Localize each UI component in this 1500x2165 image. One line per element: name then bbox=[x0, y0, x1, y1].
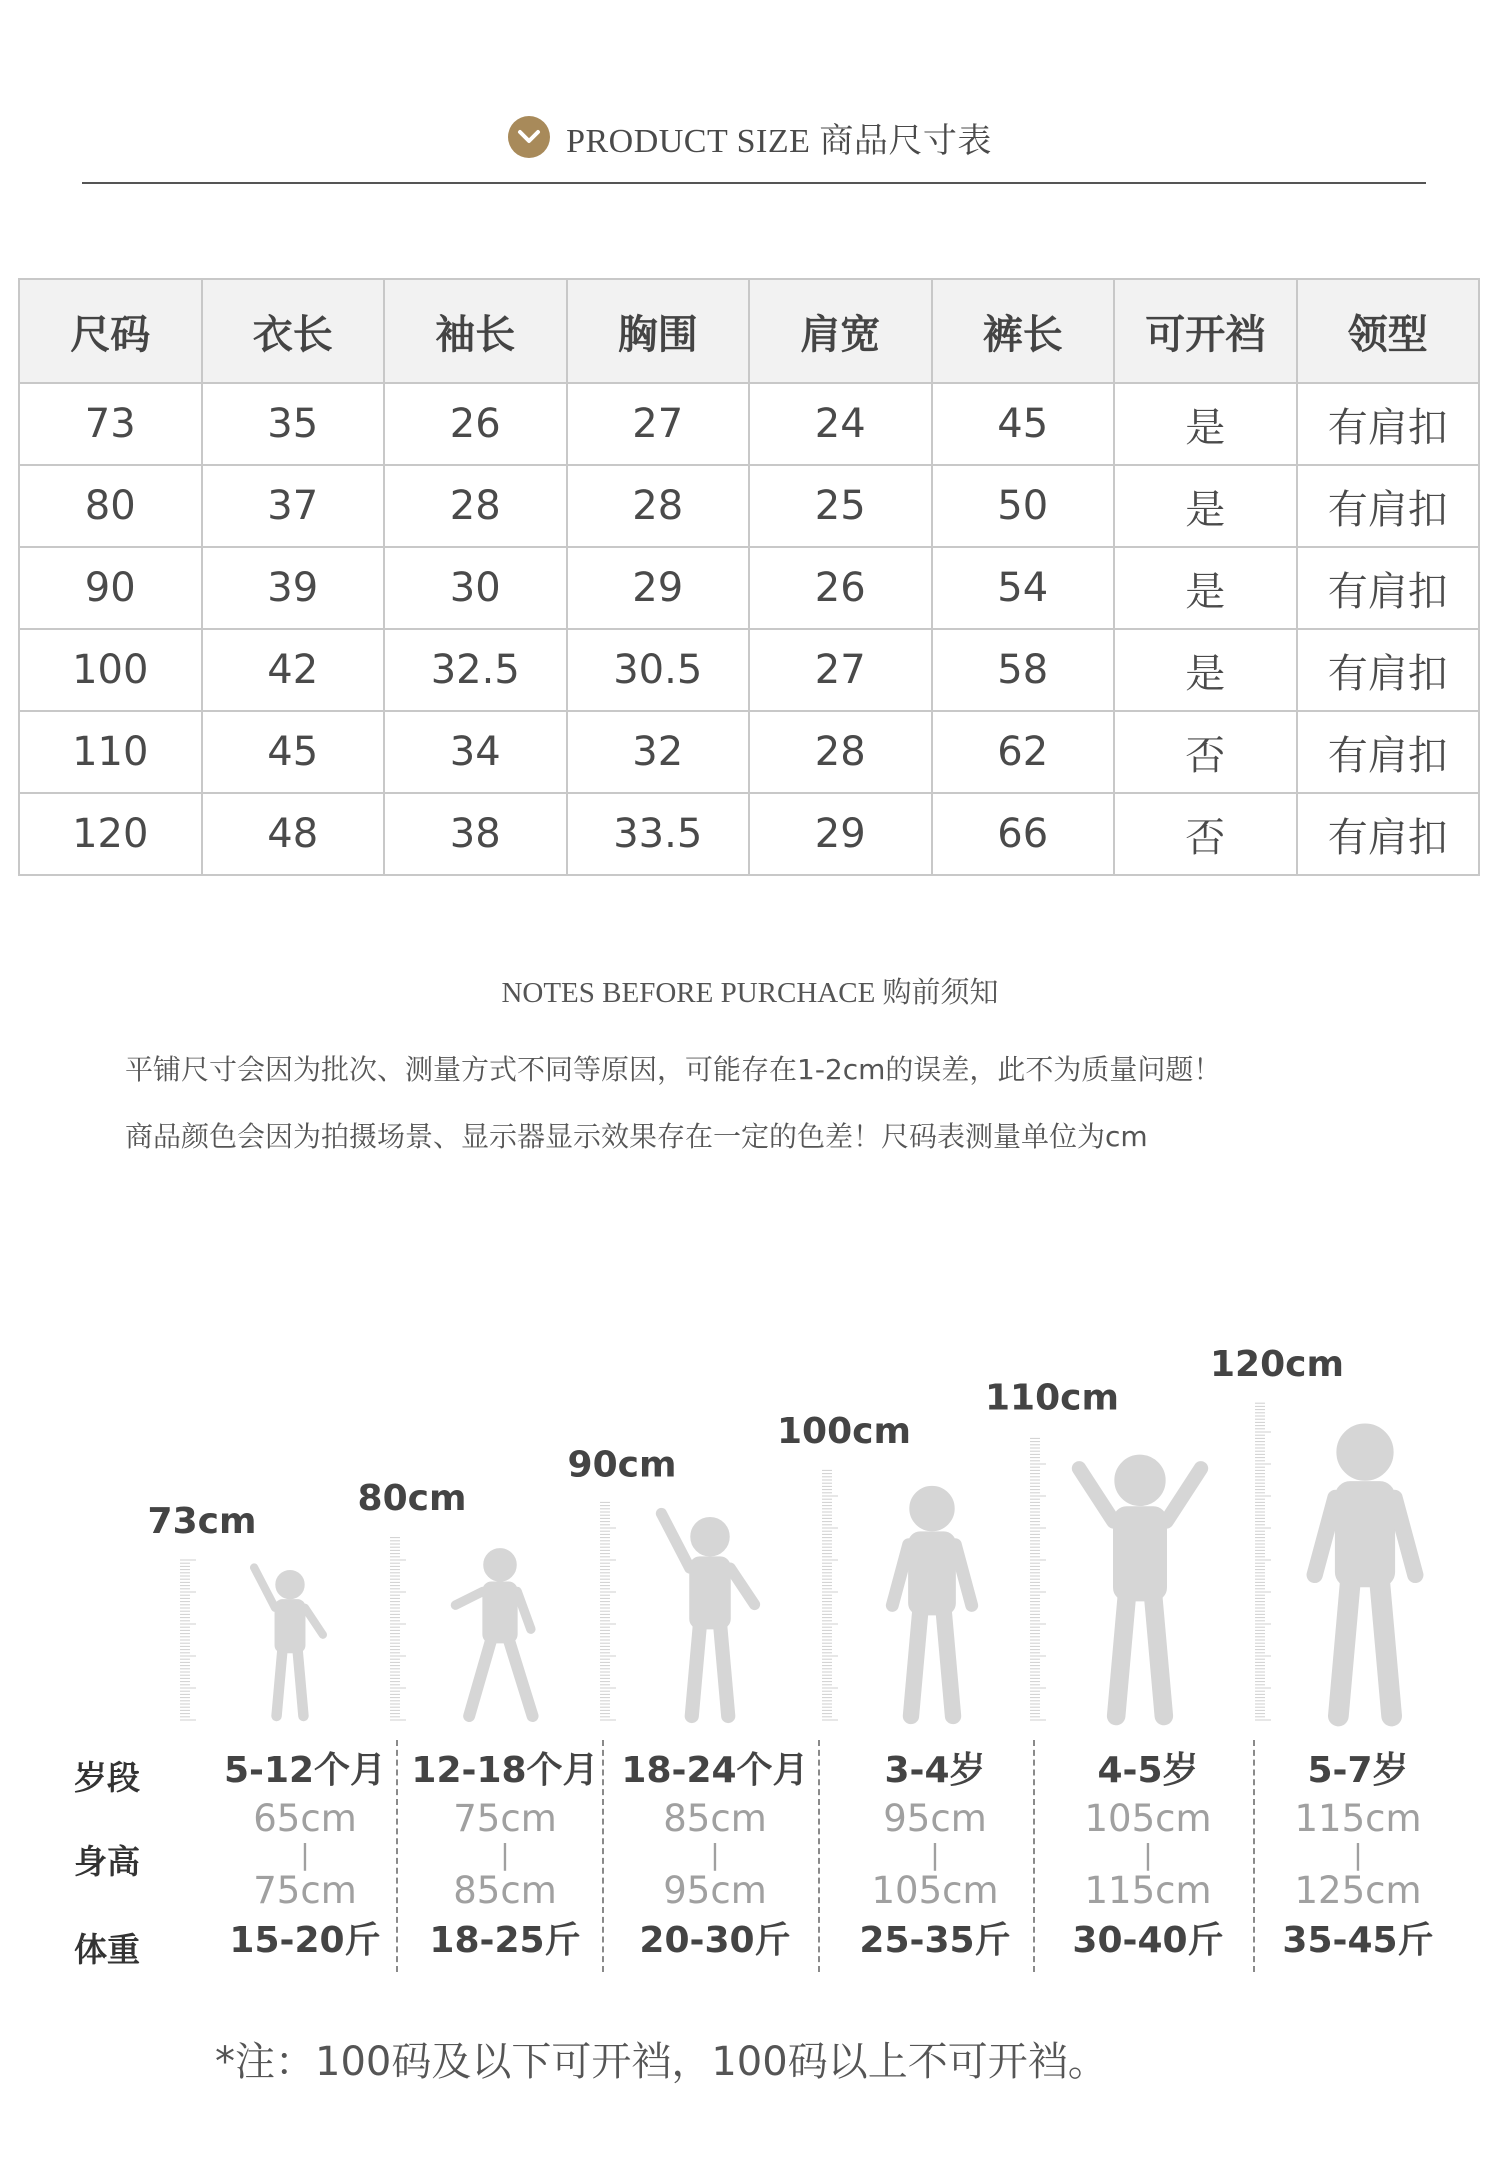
table-row bbox=[19, 547, 1479, 629]
height-separator: | bbox=[300, 1838, 310, 1871]
notes-title: NOTES BEFORE PURCHACE 购前须知 bbox=[501, 977, 999, 1009]
header-divider bbox=[82, 182, 1426, 184]
table-header-cell: 裤长 bbox=[932, 279, 1115, 383]
table-cell: 37 bbox=[202, 465, 385, 547]
table-cell: 120 bbox=[19, 793, 202, 875]
age-column bbox=[400, 1745, 610, 1967]
table-cell: 28 bbox=[567, 465, 750, 547]
age-range: 4-5岁 bbox=[1097, 1750, 1199, 1791]
table-cell: 有肩扣 bbox=[1297, 465, 1480, 547]
table-cell: 27 bbox=[749, 629, 932, 711]
height-max: 115cm bbox=[1084, 1869, 1212, 1912]
table-header-cell: 可开裆 bbox=[1114, 279, 1297, 383]
table-header-cell: 领型 bbox=[1297, 279, 1480, 383]
table-cell: 32.5 bbox=[384, 629, 567, 711]
chevron-down-icon bbox=[508, 116, 550, 158]
table-row bbox=[19, 465, 1479, 547]
size-table bbox=[18, 278, 1480, 876]
weight-row-label: 体重 bbox=[74, 1930, 140, 1969]
table-cell: 否 bbox=[1114, 793, 1297, 875]
height-min: 105cm bbox=[1084, 1797, 1212, 1840]
page-title: PRODUCT SIZE 商品尺寸表 bbox=[566, 122, 992, 160]
table-cell: 24 bbox=[749, 383, 932, 465]
table-cell: 是 bbox=[1114, 383, 1297, 465]
table-cell: 26 bbox=[749, 547, 932, 629]
height-ruler bbox=[180, 1560, 196, 1720]
column-divider bbox=[602, 1740, 604, 1972]
height-min: 115cm bbox=[1294, 1797, 1422, 1840]
table-cell: 45 bbox=[202, 711, 385, 793]
height-ruler bbox=[822, 1470, 838, 1720]
height-separator: | bbox=[710, 1838, 720, 1871]
height-row-label: 身高 bbox=[74, 1842, 140, 1881]
weight-range: 30-40斤 bbox=[1072, 1920, 1224, 1961]
height-min: 95cm bbox=[883, 1797, 987, 1840]
table-cell: 38 bbox=[384, 793, 567, 875]
table-header-cell: 衣长 bbox=[202, 279, 385, 383]
table-cell: 26 bbox=[384, 383, 567, 465]
table-cell: 有肩扣 bbox=[1297, 793, 1480, 875]
height-ruler bbox=[1030, 1438, 1046, 1720]
table-header-cell: 肩宽 bbox=[749, 279, 932, 383]
table-cell: 54 bbox=[932, 547, 1115, 629]
height-separator: | bbox=[1353, 1838, 1363, 1871]
section-header bbox=[0, 112, 1500, 162]
child-silhouette-icon bbox=[892, 1486, 971, 1716]
age-range: 12-18个月 bbox=[411, 1750, 599, 1791]
height-max: 125cm bbox=[1294, 1869, 1422, 1912]
height-separator: | bbox=[500, 1838, 510, 1871]
age-column bbox=[830, 1745, 1040, 1967]
age-row-label: 岁段 bbox=[74, 1758, 140, 1797]
age-range: 5-12个月 bbox=[223, 1750, 387, 1791]
table-cell: 42 bbox=[202, 629, 385, 711]
child-silhouette-icon bbox=[1079, 1455, 1201, 1716]
height-ruler bbox=[390, 1538, 406, 1720]
table-cell: 90 bbox=[19, 547, 202, 629]
weight-range: 18-25斤 bbox=[429, 1920, 581, 1961]
note-line: 平铺尺寸会因为批次、测量方式不同等原因，可能存在1-2cm的误差，此不为质量问题！ bbox=[125, 1053, 1222, 1086]
height-separator: | bbox=[930, 1838, 940, 1871]
table-cell: 58 bbox=[932, 629, 1115, 711]
height-label: 80cm bbox=[357, 1477, 467, 1519]
table-header-row bbox=[19, 279, 1479, 383]
age-column bbox=[610, 1745, 820, 1967]
note-line: 商品颜色会因为拍摄场景、显示器显示效果存在一定的色差！尺码表测量单位为cm bbox=[125, 1120, 1148, 1153]
table-cell: 50 bbox=[932, 465, 1115, 547]
table-cell: 有肩扣 bbox=[1297, 383, 1480, 465]
table-cell: 是 bbox=[1114, 629, 1297, 711]
height-max: 75cm bbox=[253, 1869, 357, 1912]
table-cell: 48 bbox=[202, 793, 385, 875]
table-cell: 有肩扣 bbox=[1297, 547, 1480, 629]
height-max: 95cm bbox=[663, 1869, 767, 1912]
table-cell: 45 bbox=[932, 383, 1115, 465]
height-ruler bbox=[600, 1502, 616, 1720]
height-min: 65cm bbox=[253, 1797, 357, 1840]
column-divider bbox=[818, 1740, 820, 1972]
table-row bbox=[19, 629, 1479, 711]
table-cell: 27 bbox=[567, 383, 750, 465]
height-label: 100cm bbox=[777, 1410, 911, 1452]
table-cell: 是 bbox=[1114, 465, 1297, 547]
table-cell: 100 bbox=[19, 629, 202, 711]
table-cell: 66 bbox=[932, 793, 1115, 875]
footnote: *注：100码及以下可开裆，100码以上不可开裆。 bbox=[215, 2039, 1108, 2085]
height-label: 120cm bbox=[1210, 1343, 1344, 1385]
child-silhouette-icon bbox=[1315, 1424, 1416, 1716]
age-column bbox=[200, 1745, 410, 1967]
table-cell: 有肩扣 bbox=[1297, 629, 1480, 711]
child-silhouette-icon bbox=[661, 1513, 754, 1716]
table-cell: 73 bbox=[19, 383, 202, 465]
table-cell: 29 bbox=[749, 793, 932, 875]
table-cell: 80 bbox=[19, 465, 202, 547]
age-range: 18-24个月 bbox=[621, 1750, 809, 1791]
weight-range: 25-35斤 bbox=[859, 1920, 1011, 1961]
age-column bbox=[1253, 1745, 1463, 1967]
table-cell: 是 bbox=[1114, 547, 1297, 629]
table-cell: 34 bbox=[384, 711, 567, 793]
height-label: 110cm bbox=[985, 1377, 1119, 1419]
table-cell: 110 bbox=[19, 711, 202, 793]
growth-chart bbox=[0, 1205, 1500, 1730]
height-ruler bbox=[1255, 1403, 1271, 1720]
age-range: 3-4岁 bbox=[884, 1750, 986, 1791]
table-cell: 否 bbox=[1114, 711, 1297, 793]
table-cell: 25 bbox=[749, 465, 932, 547]
column-divider bbox=[1033, 1740, 1035, 1972]
weight-range: 15-20斤 bbox=[229, 1920, 381, 1961]
height-label: 73cm bbox=[147, 1501, 257, 1543]
table-cell: 30 bbox=[384, 547, 567, 629]
table-header-cell: 胸围 bbox=[567, 279, 750, 383]
child-silhouette-icon bbox=[254, 1567, 323, 1716]
table-header-cell: 尺码 bbox=[19, 279, 202, 383]
table-cell: 29 bbox=[567, 547, 750, 629]
table-cell: 有肩扣 bbox=[1297, 711, 1480, 793]
height-max: 85cm bbox=[453, 1869, 557, 1912]
table-row bbox=[19, 383, 1479, 465]
column-divider bbox=[396, 1740, 398, 1972]
table-cell: 28 bbox=[384, 465, 567, 547]
table-cell: 33.5 bbox=[567, 793, 750, 875]
height-label: 90cm bbox=[567, 1444, 677, 1486]
table-row bbox=[19, 793, 1479, 875]
table-row bbox=[19, 711, 1479, 793]
age-column bbox=[1043, 1745, 1253, 1967]
height-separator: | bbox=[1143, 1838, 1153, 1871]
weight-range: 35-45斤 bbox=[1282, 1920, 1434, 1961]
table-cell: 32 bbox=[567, 711, 750, 793]
table-cell: 62 bbox=[932, 711, 1115, 793]
height-min: 85cm bbox=[663, 1797, 767, 1840]
table-cell: 39 bbox=[202, 547, 385, 629]
weight-range: 20-30斤 bbox=[639, 1920, 791, 1961]
height-max: 105cm bbox=[871, 1869, 999, 1912]
height-min: 75cm bbox=[453, 1797, 557, 1840]
child-silhouette-icon bbox=[455, 1549, 532, 1716]
table-header-cell: 袖长 bbox=[384, 279, 567, 383]
table-cell: 28 bbox=[749, 711, 932, 793]
table-cell: 35 bbox=[202, 383, 385, 465]
age-range: 5-7岁 bbox=[1307, 1750, 1409, 1791]
table-cell: 30.5 bbox=[567, 629, 750, 711]
